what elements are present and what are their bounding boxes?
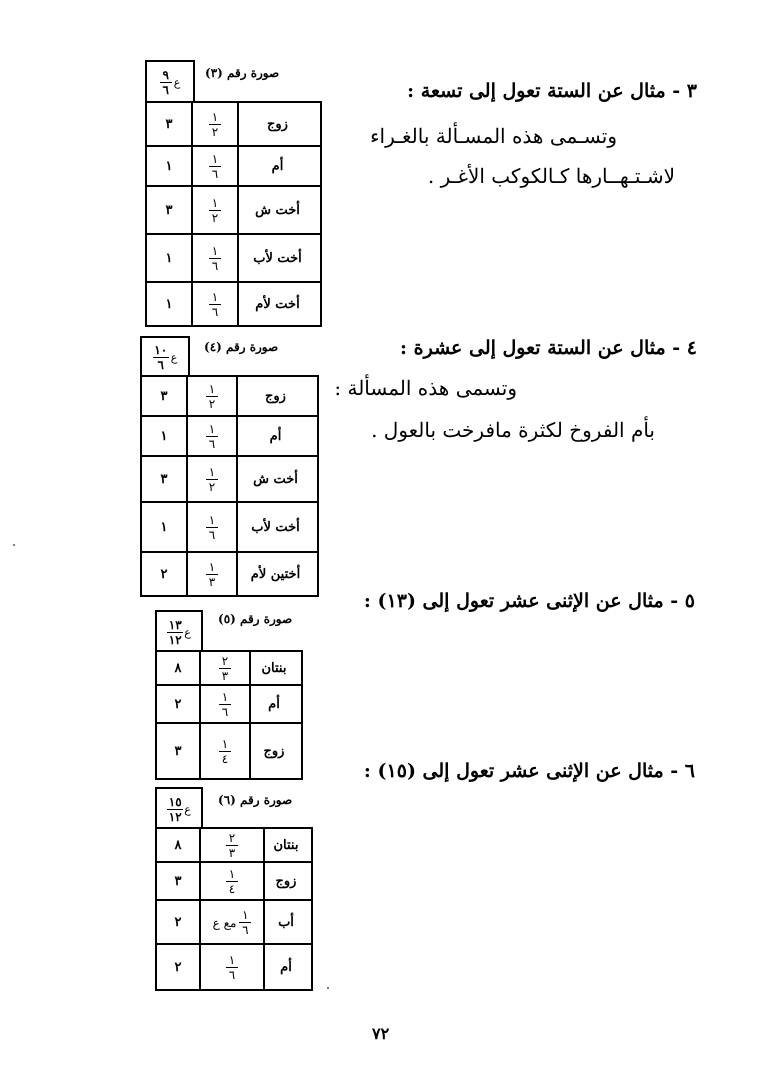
table-row	[146, 186, 321, 234]
table-row	[141, 552, 318, 596]
section-line: وتسـمى هذه المسـألة بالغـراء	[370, 124, 617, 148]
share-cell: $\frac{١}{٣}$	[187, 552, 237, 596]
count-cell: ٨	[156, 651, 200, 685]
share-cell: $\frac{٢}{٣}$	[200, 651, 250, 685]
page-number: ٧٢	[372, 1024, 390, 1043]
base-fraction: $\frac{١٥}{١٢}$	[168, 794, 182, 824]
heir-cell: أخت لأم	[238, 282, 321, 326]
count-cell: ١	[146, 234, 192, 282]
share-cell: $\frac{١}{٦}$	[200, 944, 264, 990]
share-cell: $\frac{١}{٢}$	[192, 186, 238, 234]
count-cell: ٣	[141, 456, 187, 502]
table-row	[156, 900, 312, 944]
count-cell: ٢	[156, 685, 200, 723]
section-heading: ٥ - مثال عن الإثنى عشر تعول إلى (١٣) :	[363, 590, 695, 612]
count-cell: ٨	[156, 828, 200, 862]
heir-cell: بنتان	[250, 651, 302, 685]
section-line: وتسمى هذه المسألة :	[334, 376, 517, 400]
print-speck	[13, 544, 15, 546]
heir-cell: زوج	[237, 376, 318, 416]
table-row	[141, 376, 318, 416]
share-cell: $\frac{١}{٢}$	[187, 456, 237, 502]
base-marker: $\frac{١٣}{١٢}$ ع	[155, 610, 203, 652]
print-speck	[327, 987, 329, 989]
figure-caption: صورة رقم (٥)	[218, 612, 293, 626]
heir-cell: أخت لأب	[238, 234, 321, 282]
share-cell: $\frac{١}{٦}$	[200, 685, 250, 723]
share-cell: $\frac{١}{٦}$	[192, 282, 238, 326]
table-row	[156, 828, 312, 862]
heir-cell: أخت ش	[238, 186, 321, 234]
share-cell: $\frac{١}{٦}$ مع ع	[200, 900, 264, 944]
share-cell: $\frac{١}{٦}$	[192, 146, 238, 186]
section-line: لاشـتـهــارها كـالكوكب الأغـر .	[427, 164, 675, 188]
table-row	[146, 146, 321, 186]
heir-cell: أم	[264, 944, 312, 990]
count-cell: ٣	[146, 102, 192, 146]
count-cell: ١	[141, 416, 187, 456]
heir-cell: أم	[237, 416, 318, 456]
table-row	[146, 102, 321, 146]
base-fraction: $\frac{١٠}{٦}$	[154, 342, 168, 372]
share-cell: $\frac{١}{٦}$	[187, 416, 237, 456]
heir-cell: زوج	[264, 862, 312, 900]
figure-caption: صورة رقم (٤)	[204, 340, 279, 354]
count-cell: ٢	[141, 552, 187, 596]
count-cell: ٢	[156, 900, 200, 944]
table-row	[156, 944, 312, 990]
heir-cell: زوج	[238, 102, 321, 146]
share-suffix: مع ع	[212, 915, 237, 930]
count-cell: ٣	[146, 186, 192, 234]
heirs-table	[145, 101, 322, 327]
heir-cell: بنتان	[264, 828, 312, 862]
share-cell: $\frac{١}{٢}$	[187, 376, 237, 416]
base-fraction: $\frac{١٣}{١٢}$	[168, 617, 182, 647]
section-heading: ٣ - مثال عن الستة تعول إلى تسعة :	[407, 80, 697, 102]
count-cell: ٣	[141, 376, 187, 416]
section-line: بأم الفروخ لكثرة مافرخت بالعول .	[371, 418, 655, 442]
heir-cell: أب	[264, 900, 312, 944]
count-cell: ٣	[156, 862, 200, 900]
share-cell: $\frac{٢}{٣}$	[200, 828, 264, 862]
heirs-table	[155, 827, 313, 991]
table-row	[146, 282, 321, 326]
base-fraction: $\frac{٩}{٦}$	[160, 69, 172, 96]
table-row	[141, 502, 318, 552]
figure-caption: صورة رقم (٣)	[205, 66, 280, 80]
heir-cell: أم	[250, 685, 302, 723]
count-cell: ١	[146, 282, 192, 326]
figure-caption: صورة رقم (٦)	[218, 793, 293, 807]
table-row	[156, 862, 312, 900]
heir-cell: أخت لأب	[237, 502, 318, 552]
section-heading: ٦ - مثال عن الإثنى عشر تعول إلى (١٥) :	[363, 760, 695, 782]
table-row	[156, 723, 302, 779]
table-row	[156, 685, 302, 723]
table-row	[141, 416, 318, 456]
heir-cell: أم	[238, 146, 321, 186]
share-cell: $\frac{١}{٤}$	[200, 723, 250, 779]
share-cell: $\frac{١}{٢}$	[192, 102, 238, 146]
heir-cell: أخت ش	[237, 456, 318, 502]
count-cell: ١	[141, 502, 187, 552]
table-row	[146, 234, 321, 282]
share-cell: $\frac{١}{٦}$	[187, 502, 237, 552]
base-marker: $\frac{١٥}{١٢}$ ع	[155, 787, 203, 829]
table-row	[156, 651, 302, 685]
table-row	[141, 456, 318, 502]
share-cell: $\frac{١}{٦}$	[192, 234, 238, 282]
heirs-table	[140, 375, 319, 597]
count-cell: ١	[146, 146, 192, 186]
heirs-table	[155, 650, 303, 780]
heir-cell: أختين لأم	[237, 552, 318, 596]
base-marker: $\frac{١٠}{٦}$ ع	[140, 336, 190, 376]
base-marker: $\frac{٩}{٦}$ ع	[145, 60, 195, 102]
count-cell: ٢	[156, 944, 200, 990]
heir-cell: زوج	[250, 723, 302, 779]
count-cell: ٣	[156, 723, 200, 779]
section-heading: ٤ - مثال عن الستة تعول إلى عشرة :	[400, 337, 697, 359]
share-cell: $\frac{١}{٤}$	[200, 862, 264, 900]
